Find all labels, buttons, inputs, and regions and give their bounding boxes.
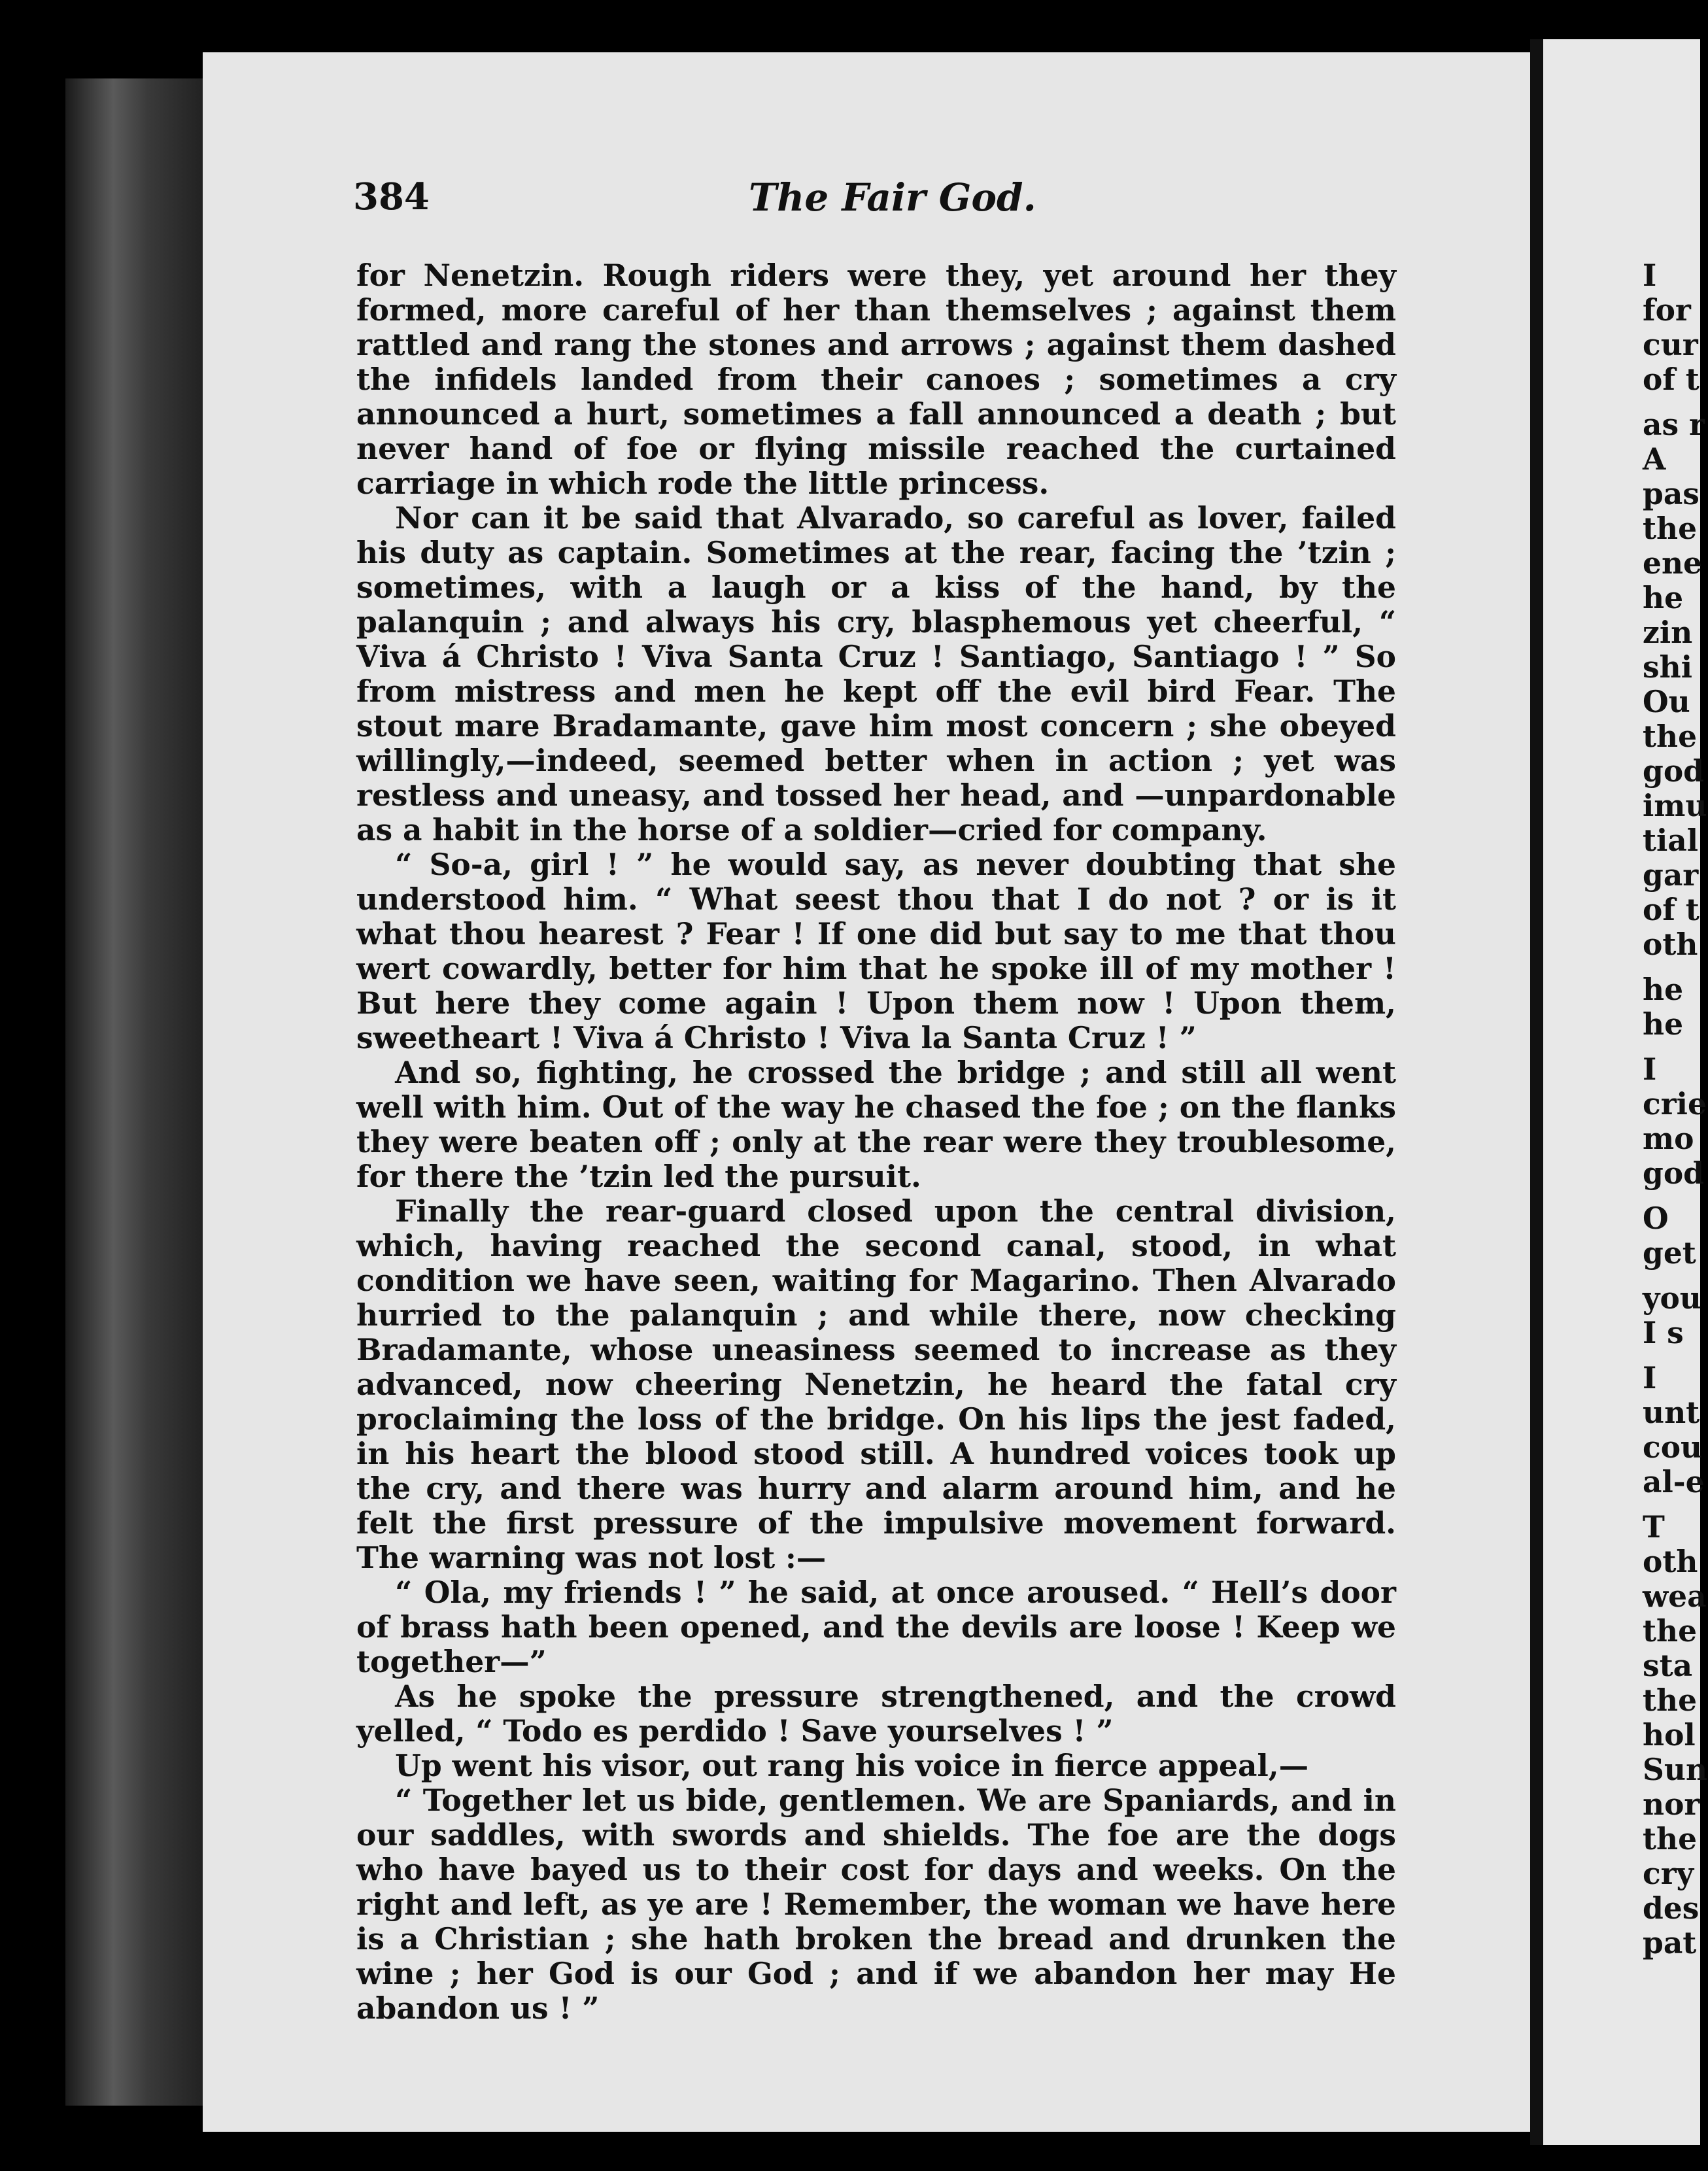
facing-line-fragment: get: [1643, 1235, 1696, 1271]
facing-line-fragment: as r: [1643, 407, 1705, 442]
facing-line-fragment: wea: [1643, 1579, 1707, 1614]
facing-line-fragment: pas: [1643, 476, 1699, 511]
facing-line-fragment: al-e: [1643, 1464, 1705, 1499]
facing-line-fragment: A: [1643, 441, 1666, 477]
facing-line-fragment: nor: [1643, 1786, 1700, 1822]
facing-line-fragment: cou: [1643, 1429, 1703, 1465]
paragraph: for Nenetzin. Rough riders were they, yet around her they formed, more careful of her than themselves ; against them rattled and rang the stones and arrows ; against them dashed the infidels landed from their canoes ; sometimes a cry announced a hurt, sometimes a fall announced a death ; but never hand of foe or flying missile reached the curtained carriage in which rode the little princess.: [356, 258, 1396, 501]
facing-line-fragment: oth: [1643, 927, 1698, 962]
facing-line-fragment: he: [1643, 972, 1684, 1007]
facing-line-fragment: I: [1643, 1360, 1657, 1395]
facing-page-text: [1643, 258, 1708, 1960]
facing-line-fragment: god: [1643, 1155, 1704, 1191]
facing-line-fragment: imu: [1643, 788, 1707, 823]
facing-line-fragment: des: [1643, 1890, 1699, 1926]
paragraph: And so, fighting, he crossed the bridge ; and still all went well with him. Out of the way he chased the foe ; on the flanks they were beaten off ; only at the rear were they troublesome, for there the ’tzin led the pursuit.: [356, 1055, 1396, 1194]
paragraph-gap: [1643, 1350, 1708, 1361]
facing-line-fragment: the: [1643, 1821, 1698, 1856]
facing-line-fragment: unt: [1643, 1395, 1700, 1430]
paragraph: Up went his visor, out rang his voice in fierce appeal,—: [395, 1748, 1309, 1783]
facing-line-fragment: zin: [1643, 615, 1693, 650]
paragraph-gap: [1643, 1191, 1708, 1201]
facing-line-fragment: he: [1643, 1006, 1684, 1042]
paragraph-gap: [1643, 397, 1708, 407]
facing-line-fragment: pat: [1643, 1925, 1697, 1960]
facing-line-fragment: of t: [1643, 362, 1699, 397]
paragraph: Nor can it be said that Alvarado, so careful as lover, failed his duty as captain. Sometimes at the rear, facing the ’tzin ; sometimes, with a laugh or a kiss of the hand, by the palanquin ; and always his cry, blasphemous yet cheerful, “ Viva á Christo ! Viva Santa Cruz ! Santiago, Santiago ! ” So from mistress and men he kept off the evil bird Fear. The stout mare Bradamante, gave him most concern ; she obeyed willingly,—indeed, seemed better when in action ; yet was restless and uneasy, and tossed her head, and —unpardonable as a habit in the horse of a soldier—cried for company.: [356, 500, 1396, 847]
facing-line-fragment: of t: [1643, 892, 1699, 927]
facing-line-fragment: T: [1643, 1509, 1665, 1545]
paragraph: “ Together let us bide, gentlemen. We are Spaniards, and in our saddles, with swords and shields. The foe are the dogs who have bayed us to their cost for days and weeks. On the right and left, as ye are ! Remember, the woman we have here is a Christian ; she hath broken the bread and drunken the wine ; her God is our God ; and if we abandon her may He abandon us ! ”: [356, 1783, 1396, 2026]
paragraph-gap: [1643, 1042, 1708, 1052]
facing-line-fragment: cur: [1643, 327, 1698, 362]
facing-line-fragment: god: [1643, 753, 1704, 789]
page-number: 384: [353, 175, 430, 218]
facing-line-fragment: Sun: [1643, 1752, 1708, 1787]
facing-line-fragment: I: [1643, 258, 1657, 293]
facing-line-fragment: sta: [1643, 1648, 1693, 1683]
facing-line-fragment: you: [1643, 1280, 1701, 1316]
paragraph-gap: [1643, 1271, 1708, 1281]
paragraph-gap: [1643, 962, 1708, 972]
facing-line-fragment: the: [1643, 1613, 1698, 1649]
facing-line-fragment: tial: [1643, 823, 1699, 858]
facing-line-fragment: hol: [1643, 1717, 1696, 1752]
paragraph: Finally the rear-guard closed upon the central division, which, having reached the second canal, stood, in what condition we have seen, waiting for Magarino. Then Alvarado hurried to the palanquin ; and while there, now checking Bradamante, whose uneasiness seemed to increase as they advanced, now cheering Nenetzin, he heard the fatal cry proclaiming the loss of the bridge. On his lips the jest faded, in his heart the blood stood still. A hundred voices took up the cry, and there was hurry and alarm around him, and he felt the first pressure of the impulsive movement forward. The warning was not lost :—: [356, 1193, 1396, 1575]
facing-line-fragment: he: [1643, 580, 1684, 615]
facing-line-fragment: I s: [1643, 1315, 1684, 1350]
facing-line-fragment: cry: [1643, 1856, 1694, 1891]
facing-line-fragment: gar: [1643, 857, 1699, 893]
facing-line-fragment: the: [1643, 511, 1698, 546]
book-binding-edge: [65, 78, 203, 2106]
page-gutter: [1530, 39, 1543, 2145]
facing-line-fragment: the: [1643, 719, 1698, 754]
facing-line-fragment: O: [1643, 1201, 1669, 1236]
facing-line-fragment: for: [1643, 292, 1691, 328]
running-title: The Fair God.: [749, 175, 1036, 220]
facing-line-fragment: the: [1643, 1683, 1698, 1718]
facing-line-fragment: ene: [1643, 545, 1702, 581]
paragraph: “ So-a, girl ! ” he would say, as never doubting that she understood him. “ What seest thou that I do not ? or is it what thou hearest ? Fear ! If one did but say to me that thou wert cowardly, better for him that he spoke ill of my mother ! But here they come again ! Upon them now ! Upon them, sweetheart ! Viva á Christo ! Viva la Santa Cruz ! ”: [356, 847, 1396, 1055]
paragraph: As he spoke the pressure strengthened, and the crowd yelled, “ Todo es perdido ! Save yourselves ! ”: [356, 1679, 1396, 1749]
facing-line-fragment: oth: [1643, 1544, 1698, 1579]
facing-line-fragment: shi: [1643, 649, 1692, 685]
facing-line-fragment: mo: [1643, 1121, 1694, 1156]
facing-line-fragment: crie: [1643, 1086, 1707, 1121]
paragraph: “ Ola, my friends ! ” he said, at once aroused. “ Hell’s door of brass hath been opened, and the devils are loose ! Keep we together—”: [356, 1575, 1396, 1679]
paragraph-gap: [1643, 1499, 1708, 1510]
facing-line-fragment: I: [1643, 1051, 1657, 1087]
page-body: [356, 258, 1396, 2026]
facing-line-fragment: Ou: [1643, 684, 1690, 719]
